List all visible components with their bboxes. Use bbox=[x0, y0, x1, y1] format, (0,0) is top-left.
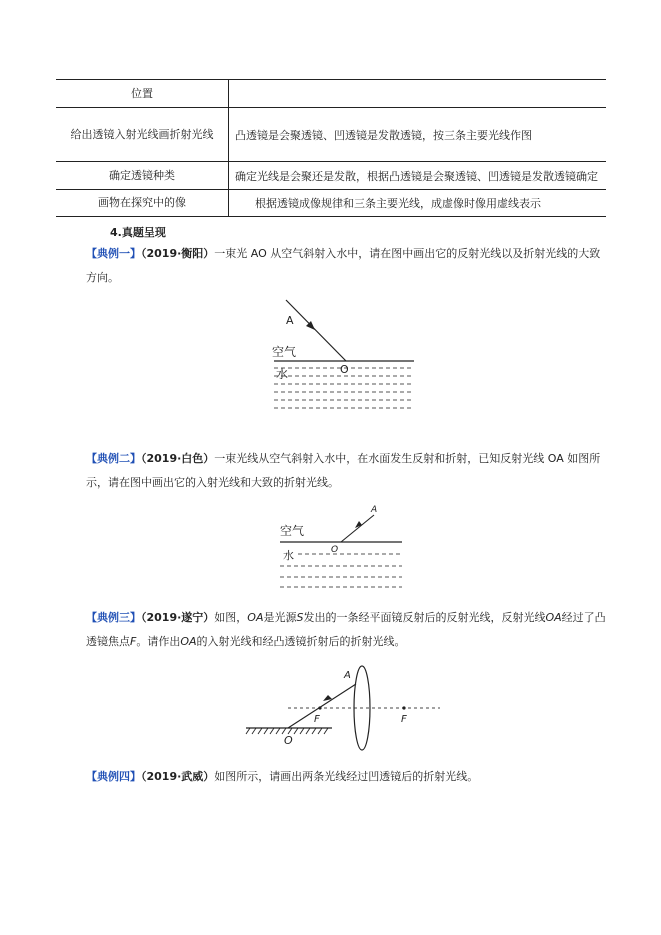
figure-2-refraction bbox=[278, 500, 406, 590]
medium-label: 水 bbox=[276, 367, 289, 381]
table-row bbox=[56, 108, 606, 162]
figure-3-convex-lens bbox=[244, 664, 444, 756]
example-text: 发出的一条经平面镜反射后的反射光线，反射光线 bbox=[303, 611, 546, 624]
table-row bbox=[56, 162, 606, 190]
example-text: 经过了凸透镜焦点 bbox=[86, 611, 606, 648]
point-label: O bbox=[284, 734, 293, 747]
figure-1-refraction bbox=[270, 298, 420, 416]
table-cell: 画物在探究中的像 bbox=[56, 190, 229, 217]
example-4 bbox=[86, 765, 606, 789]
focus-label: F bbox=[314, 714, 320, 725]
point-label: O bbox=[340, 363, 349, 376]
example-1 bbox=[86, 242, 606, 290]
table-row bbox=[56, 190, 606, 217]
table-cell: 位置 bbox=[56, 80, 229, 108]
example-label: 【典例三】 bbox=[86, 611, 141, 624]
example-symbol: F bbox=[130, 635, 137, 648]
example-label: 【典例四】 bbox=[86, 770, 141, 783]
example-text: 。请作出 bbox=[136, 635, 181, 648]
table-row bbox=[56, 80, 606, 108]
example-text: 是光源 bbox=[263, 611, 297, 624]
example-source: （2019·衡阳） bbox=[141, 247, 215, 260]
example-text: 如图所示，请画出两条光线经过凹透镜后的折射光线。 bbox=[214, 770, 479, 783]
example-symbol: OA bbox=[247, 611, 264, 624]
table-cell: 凸透镜是会聚透镜、凹透镜是发散透镜，按三条主要光线作图 bbox=[229, 108, 607, 162]
example-symbol: S bbox=[296, 611, 304, 624]
example-symbol: OA bbox=[545, 611, 562, 624]
example-text: 一束光 AO 从空气斜射入水中，请在图中画出它的反射光线以及折射光线的大致方向。 bbox=[86, 247, 601, 284]
reflected-ray bbox=[341, 515, 374, 542]
example-3 bbox=[86, 606, 606, 654]
point-label: A bbox=[344, 670, 351, 681]
table-cell: 根据透镜成像规律和三条主要光线，成虚像时像用虚线表示 bbox=[229, 190, 607, 217]
example-text: 一束光线从空气斜射入水中，在水面发生反射和折射，已知反射光线 OA 如图所示，请在图中画出它的入射光线和大致的折射光线。 bbox=[86, 452, 601, 489]
example-text: 的入射光线和经凸透镜折射后的折射光线。 bbox=[196, 635, 406, 648]
ray-arrow bbox=[355, 521, 362, 528]
medium-label: 空气 bbox=[272, 345, 297, 359]
example-source: （2019·遂宁） bbox=[141, 611, 215, 624]
example-symbol: OA bbox=[180, 635, 197, 648]
summary-table bbox=[56, 79, 606, 217]
example-text: 如图， bbox=[214, 611, 248, 624]
example-label: 【典例二】 bbox=[86, 452, 141, 465]
table-cell: 确定透镜种类 bbox=[56, 162, 229, 190]
table-cell: 给出透镜入射光线画折射光线 bbox=[56, 108, 229, 162]
section-title: 4.真题呈现 bbox=[110, 226, 166, 239]
focus-label: F bbox=[401, 714, 407, 725]
example-2 bbox=[86, 447, 606, 495]
reflected-ray bbox=[288, 684, 356, 728]
table-cell bbox=[229, 80, 607, 108]
water-hatching bbox=[280, 554, 402, 587]
medium-label: 水 bbox=[283, 549, 294, 562]
medium-label: 空气 bbox=[280, 524, 305, 538]
example-source: （2019·白色） bbox=[141, 452, 215, 465]
point-label: O bbox=[331, 545, 339, 555]
point-label: A bbox=[371, 505, 378, 515]
focal-point-left bbox=[318, 706, 321, 709]
point-label: A bbox=[286, 314, 294, 327]
focal-point-right bbox=[402, 706, 405, 709]
example-source: （2019·武威） bbox=[141, 770, 215, 783]
table-cell: 确定光线是会聚还是发散，根据凸透镜是会聚透镜、凹透镜是发散透镜确定 bbox=[229, 162, 607, 190]
example-label: 【典例一】 bbox=[86, 247, 141, 260]
